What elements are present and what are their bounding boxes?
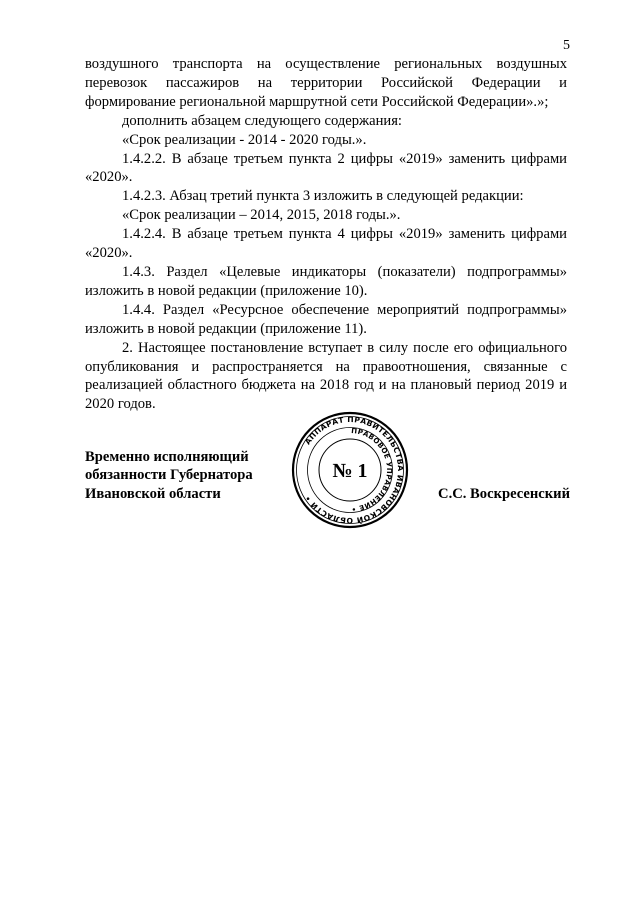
signatory-title-line: обязанности Губернатора (85, 467, 253, 484)
signatory-title-line: Временно исполняющий (85, 449, 249, 465)
paragraph: 1.4.2.4. В абзаце третьем пункта 4 цифры «2019» заменить цифрами «2020». (85, 226, 567, 262)
paragraph: 1.4.3. Раздел «Целевые индикаторы (показатели) подпрограммы» изложить в новой редакции (приложение 10). (85, 263, 567, 299)
signatory-title (85, 448, 253, 503)
paragraph: 2. Настоящее постановление вступает в силу после его официального опубликования и распространяется на правоотношения, связанные с реализацией областного бюджета на 2018 год и на плановый период 2019 и 2020 годов. (85, 339, 567, 413)
paragraph: «Срок реализации – 2014, 2015, 2018 годы.». (122, 207, 401, 224)
paragraph: 1.4.2.3. Абзац третий пункта 3 изложить в следующей редакции: (122, 188, 524, 205)
paragraph: воздушного транспорта на осуществление региональных воздушных перевозок пассажиров на территории Российской Федерации и формирование региональной маршрутной сети Российской Федерации».»; (85, 56, 567, 110)
signatory-title-line: Ивановской области (85, 485, 221, 502)
paragraph: 1.4.2.2. В абзаце третьем пункта 2 цифры «2019» заменить цифрами «2020». (85, 150, 567, 186)
seal-inner-text: ПРАВОВОЕ УПРАВЛЕНИЕ • (350, 426, 394, 514)
paragraph: «Срок реализации - 2014 - 2020 годы.». (122, 131, 367, 148)
seal-number: № 1 (332, 460, 368, 482)
document-body (85, 55, 567, 414)
paragraph: 1.4.4. Раздел «Ресурсное обеспечение мероприятий подпрограммы» изложить в новой редакции (приложение 11). (85, 301, 567, 337)
official-seal (290, 410, 410, 530)
signatory-name: С.С. Воскресенский (438, 486, 570, 502)
page-number: 5 (563, 38, 570, 53)
paragraph: дополнить абзацем следующего содержания: (122, 112, 402, 129)
seal-outer-text: АППАРАТ ПРАВИТЕЛЬСТВА ИВАНОВСКОЙ ОБЛАСТИ • (303, 414, 406, 526)
